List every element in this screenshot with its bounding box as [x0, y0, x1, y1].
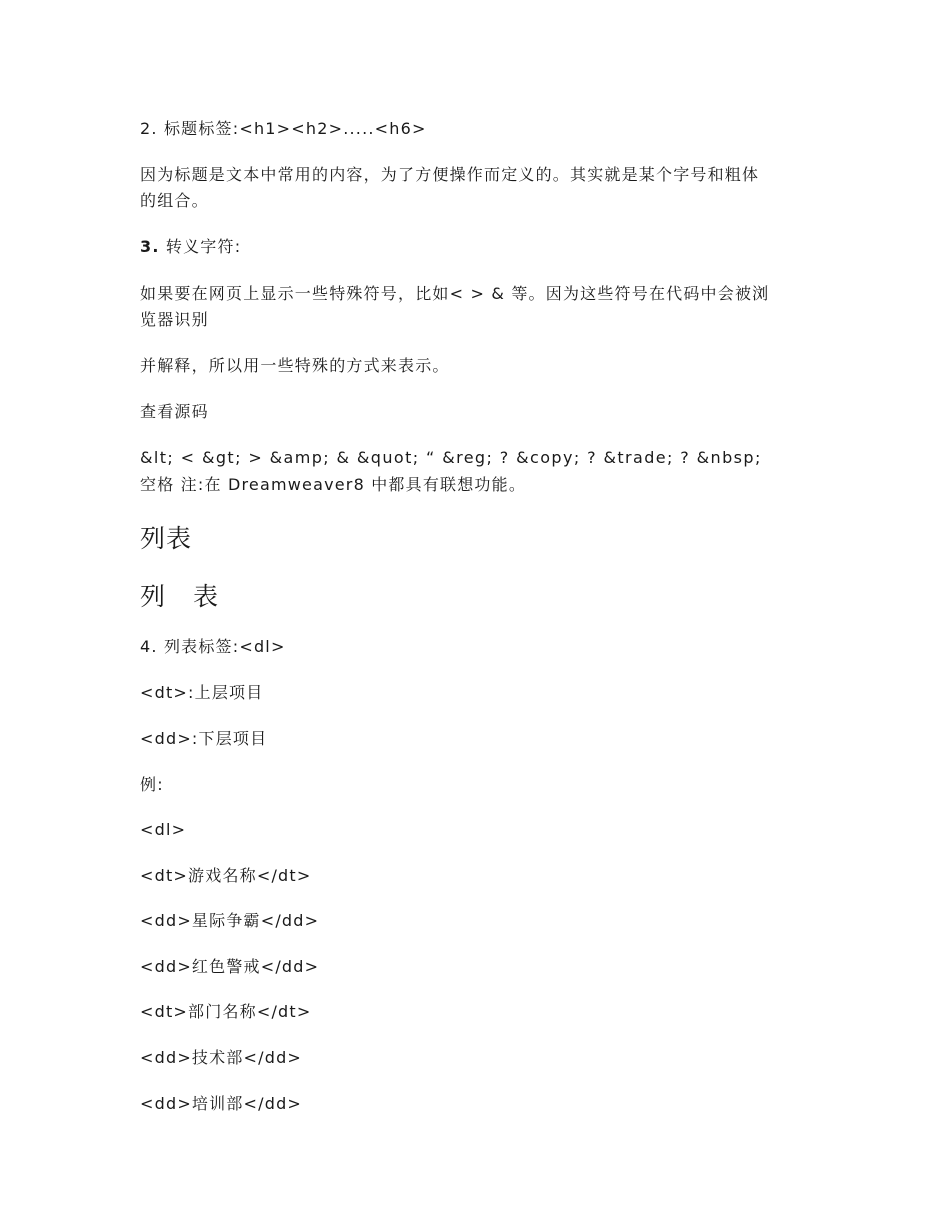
code-line: <dl> — [140, 820, 187, 839]
paragraph-heading-explanation-line2: 的组合。 — [140, 191, 209, 210]
paragraph-heading-explanation-line1: 因为标题是文本中常用的内容，为了方便操作而定义的。其实就是某个字号和粗体 — [140, 165, 760, 184]
paragraph-special-symbols-line2: 览器识别 — [140, 310, 209, 329]
paragraph-escape-chars — [140, 234, 820, 260]
section-heading-list-spaced: 列 表 — [140, 582, 228, 611]
paragraph-explain: 并解释，所以用一些特殊的方式来表示。 — [140, 356, 450, 375]
code-line: <dd>技术部</dd> — [140, 1048, 303, 1067]
section-title: 转义字符: — [159, 237, 242, 256]
paragraph-entities-line2: 空格 注:在 Dreamweaver8 中都具有联想功能。 — [140, 475, 527, 494]
paragraph-dd: <dd>:下层项目 — [140, 729, 268, 748]
paragraph-list-tag: 4. 列表标签:<dl> — [140, 637, 286, 656]
code-line: <dd>培训部</dd> — [140, 1094, 303, 1113]
paragraph-heading-tags: 2. 标题标签:<h1><h2>.....<h6> — [140, 119, 427, 138]
paragraph-dt: <dt>:上层项目 — [140, 683, 264, 702]
paragraph-entities-line1: &lt; < &gt; > &amp; & &quot; “ &reg; ? &copy; ? &trade; ? &nbsp; — [140, 448, 762, 467]
code-line: <dt>部门名称</dt> — [140, 1002, 312, 1021]
paragraph-view-source: 查看源码 — [140, 402, 209, 421]
code-line: <dt>游戏名称</dt> — [140, 866, 312, 885]
code-line: <dd>红色警戒</dd> — [140, 957, 320, 976]
paragraph-special-symbols-line1: 如果要在网页上显示一些特殊符号，比如< > & 等。因为这些符号在代码中会被浏 — [140, 284, 770, 303]
paragraph-example: 例: — [140, 775, 164, 794]
section-number: 3. — [140, 237, 160, 256]
code-line: <dd>星际争霸</dd> — [140, 911, 320, 930]
document-page — [140, 0, 820, 1230]
section-heading-list: 列表 — [140, 524, 193, 553]
